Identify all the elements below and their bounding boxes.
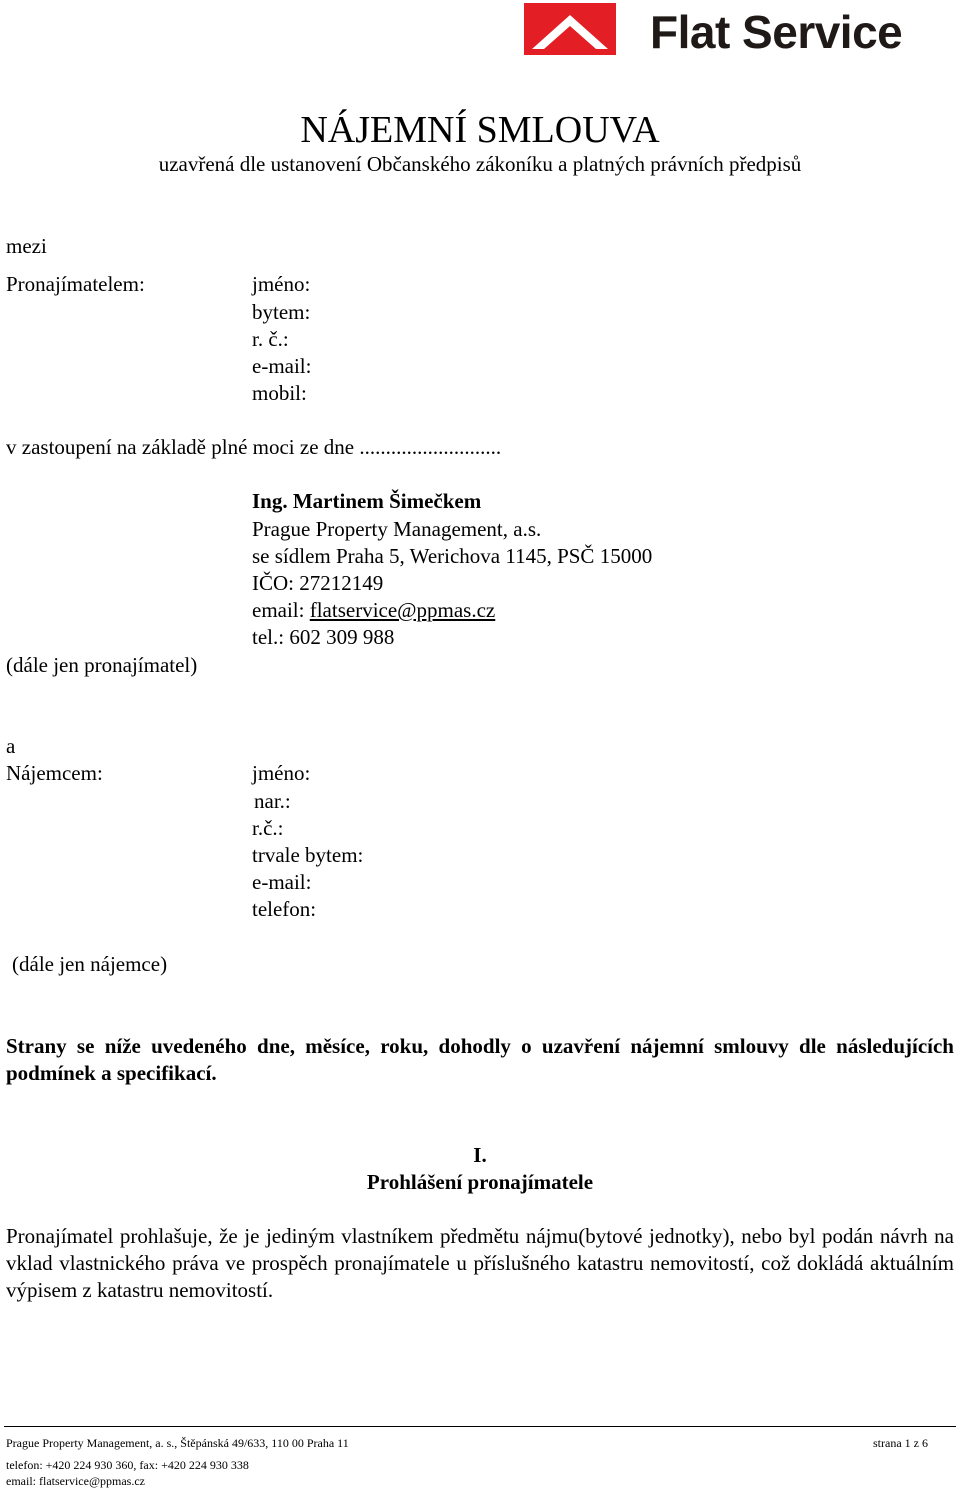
- agent-seat: se sídlem Praha 5, Werichova 1145, PSČ 15000: [252, 544, 653, 568]
- footer-phone: telefon: +420 224 930 360, fax: +420 224 930 338: [6, 1458, 249, 1472]
- landlord-field-address: bytem:: [252, 300, 311, 324]
- agent-email-link[interactable]: flatservice@ppmas.cz: [309, 598, 496, 622]
- document-subtitle: uzavřená dle ustanovení Občanského zákoníku a platných právních předpisů: [158, 152, 802, 176]
- agent-tel: tel.: 602 309 988: [252, 625, 395, 649]
- landlord-field-mobile: mobil:: [252, 381, 307, 405]
- agent-company: Prague Property Management, a.s.: [252, 517, 542, 541]
- between-label: mezi: [6, 234, 47, 258]
- landlord-label: Pronajímatelem:: [6, 272, 145, 296]
- flat-service-logo-mark: [524, 3, 616, 55]
- section-number: I.: [473, 1143, 487, 1167]
- tenant-field-birth-date: nar.:: [254, 789, 291, 813]
- footer-divider: [4, 1426, 956, 1427]
- tenant-field-address: trvale bytem:: [252, 843, 364, 867]
- agreement-statement: Strany se níže uvedeného dne, měsíce, roku, dohodly o uzavření nájemní smlouvy dle následujících podmínek a specifikací.: [6, 1034, 954, 1085]
- tenant-note: (dále jen nájemce): [12, 952, 168, 976]
- tenant-field-email: e-mail:: [252, 870, 312, 894]
- agent-ico: IČO: 27212149: [252, 571, 384, 595]
- footer-page-number: strana 1 z 6: [873, 1436, 928, 1450]
- document-title: NÁJEMNÍ SMLOUVA: [300, 109, 660, 151]
- logo-text: Flat Service: [650, 6, 903, 58]
- representation-text: v zastoupení na základě plné moci ze dne ...........................: [6, 435, 502, 459]
- footer-email: email: flatservice@ppmas.cz: [6, 1474, 145, 1488]
- section-body: Pronajímatel prohlašuje, že je jediným vlastníkem předmětu nájmu(bytové jednotky), nebo byl podán návrh na vklad vlastnického práva ve prospěch pronajímatele u příslušného katastru nemovitostí, což dokládá aktuálním výpisem z katastru nemovitostí.: [6, 1224, 954, 1302]
- tenant-field-phone: telefon:: [252, 897, 317, 921]
- landlord-note: (dále jen pronajímatel): [6, 653, 198, 677]
- and-label: a: [6, 734, 16, 758]
- landlord-field-email: e-mail:: [252, 354, 312, 378]
- footer-address: Prague Property Management, a. s., Štěpánská 49/633, 110 00 Praha 11: [6, 1436, 349, 1450]
- agent-email-label: email:: [252, 598, 310, 622]
- section-heading: Prohlášení pronajímatele: [366, 1170, 594, 1194]
- tenant-field-birth-number: r.č.:: [252, 816, 284, 840]
- tenant-label: Nájemcem:: [6, 761, 103, 785]
- agent-email-line: [252, 597, 495, 624]
- tenant-field-name: jméno:: [252, 761, 311, 785]
- landlord-field-name: jméno:: [252, 272, 311, 296]
- landlord-field-birth-number: r. č.:: [252, 327, 289, 351]
- agent-name: Ing. Martinem Šimečkem: [252, 489, 482, 513]
